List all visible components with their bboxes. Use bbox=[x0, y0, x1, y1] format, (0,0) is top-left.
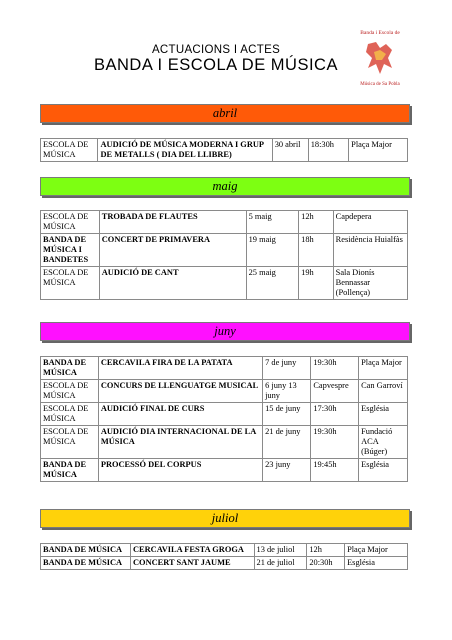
event-organizer: BANDA DE MÚSICA bbox=[41, 357, 99, 380]
event-organizer: ESCOLA DE MÚSICA bbox=[41, 267, 100, 300]
event-place: Plaça Major bbox=[345, 544, 408, 557]
event-place: Plaça Major bbox=[349, 139, 408, 162]
month-band-abril: abril bbox=[40, 104, 410, 123]
event-name: AUDICIÓ DE CANT bbox=[99, 267, 246, 300]
event-date: 6 juny 13 juny bbox=[263, 380, 311, 403]
page-subtitle: ACTUACIONS I ACTES bbox=[151, 44, 281, 56]
event-place: Can Garroví bbox=[359, 380, 408, 403]
event-row bbox=[41, 426, 408, 459]
event-time: 19:30h bbox=[311, 426, 359, 459]
logo-bottom-text: Música de Sa Pobla bbox=[360, 82, 400, 87]
event-date: 23 juny bbox=[263, 459, 311, 482]
event-time: 19:45h bbox=[311, 459, 359, 482]
event-name: AUDICIÓ FINAL DE CURS bbox=[98, 403, 262, 426]
month-band-maig: maig bbox=[40, 177, 410, 196]
event-row bbox=[41, 234, 408, 267]
event-organizer: ESCOLA DE MÚSICA bbox=[41, 380, 99, 403]
event-place: Fundació ACA (Búger) bbox=[359, 426, 408, 459]
event-time: 19:30h bbox=[311, 357, 359, 380]
event-place: Sala Dionís Bennassar (Pollença) bbox=[333, 267, 407, 300]
event-date: 21 de juliol bbox=[254, 557, 307, 570]
event-date: 7 de juny bbox=[263, 357, 311, 380]
event-organizer: ESCOLA DE MÚSICA bbox=[41, 403, 99, 426]
event-name: CERCAVILA FIRA DE LA PATATA bbox=[98, 357, 262, 380]
event-row bbox=[41, 267, 408, 300]
event-row bbox=[41, 139, 408, 162]
event-date: 19 maig bbox=[246, 234, 299, 267]
event-date: 13 de juliol bbox=[254, 544, 307, 557]
event-time: Capvespre bbox=[311, 380, 359, 403]
event-name: CERCAVILA FESTA GROGA bbox=[131, 544, 255, 557]
month-band-juliol: juliol bbox=[40, 509, 410, 528]
event-row bbox=[41, 380, 408, 403]
event-date: 5 maig bbox=[246, 211, 299, 234]
event-organizer: ESCOLA DE MÚSICA bbox=[41, 426, 99, 459]
events-table-juliol bbox=[40, 543, 408, 570]
events-table-abril bbox=[40, 138, 408, 162]
event-name: PROCESSÓ DEL CORPUS bbox=[98, 459, 262, 482]
event-organizer: BANDA DE MÚSICA I BANDETES bbox=[41, 234, 100, 267]
event-name: CONCURS DE LLENGUATGE MUSICAL bbox=[98, 380, 262, 403]
event-time: 18:30h bbox=[308, 139, 348, 162]
event-row bbox=[41, 544, 408, 557]
event-row bbox=[41, 403, 408, 426]
event-place: Plaça Major bbox=[359, 357, 408, 380]
event-date: 30 abril bbox=[272, 139, 308, 162]
event-row bbox=[41, 211, 408, 234]
event-name: AUDICIÓ DIA INTERNACIONAL DE LA MÚSICA bbox=[98, 426, 262, 459]
event-time: 17:30h bbox=[311, 403, 359, 426]
event-organizer: ESCOLA DE MÚSICA bbox=[41, 139, 98, 162]
event-place: Església bbox=[345, 557, 408, 570]
event-time: 19h bbox=[299, 267, 334, 300]
band-logo bbox=[352, 30, 408, 92]
event-time: 12h bbox=[299, 211, 334, 234]
event-organizer: ESCOLA DE MÚSICA bbox=[41, 211, 100, 234]
event-organizer: BANDA DE MÚSICA bbox=[41, 557, 131, 570]
event-row bbox=[41, 557, 408, 570]
event-name: AUDICIÓ DE MÚSICA MODERNA I GRUP DE METALLS ( DIA DEL LLIBRE) bbox=[98, 139, 272, 162]
page-title: BANDA I ESCOLA DE MÚSICA bbox=[94, 56, 338, 74]
griffin-emblem-icon bbox=[362, 38, 398, 80]
event-name: TROBADA DE FLAUTES bbox=[99, 211, 246, 234]
event-place: Església bbox=[359, 459, 408, 482]
event-place: Residència Huialfàs bbox=[333, 234, 407, 267]
event-time: 12h bbox=[307, 544, 345, 557]
event-row bbox=[41, 357, 408, 380]
event-organizer: BANDA DE MÚSICA bbox=[41, 544, 131, 557]
event-time: 18h bbox=[299, 234, 334, 267]
month-band-juny: juny bbox=[40, 322, 410, 341]
event-row bbox=[41, 459, 408, 482]
event-place: Capdepera bbox=[333, 211, 407, 234]
event-date: 15 de juny bbox=[263, 403, 311, 426]
logo-top-text: Banda i Escola de bbox=[360, 30, 400, 36]
event-name: CONCERT DE PRIMAVERA bbox=[99, 234, 246, 267]
events-table-maig bbox=[40, 210, 408, 300]
event-name: CONCERT SANT JAUME bbox=[131, 557, 255, 570]
event-date: 25 maig bbox=[246, 267, 299, 300]
event-place: Església bbox=[359, 403, 408, 426]
event-date: 21 de juny bbox=[263, 426, 311, 459]
event-time: 20:30h bbox=[307, 557, 345, 570]
events-table-juny bbox=[40, 356, 408, 482]
event-organizer: BANDA DE MÚSICA bbox=[41, 459, 99, 482]
